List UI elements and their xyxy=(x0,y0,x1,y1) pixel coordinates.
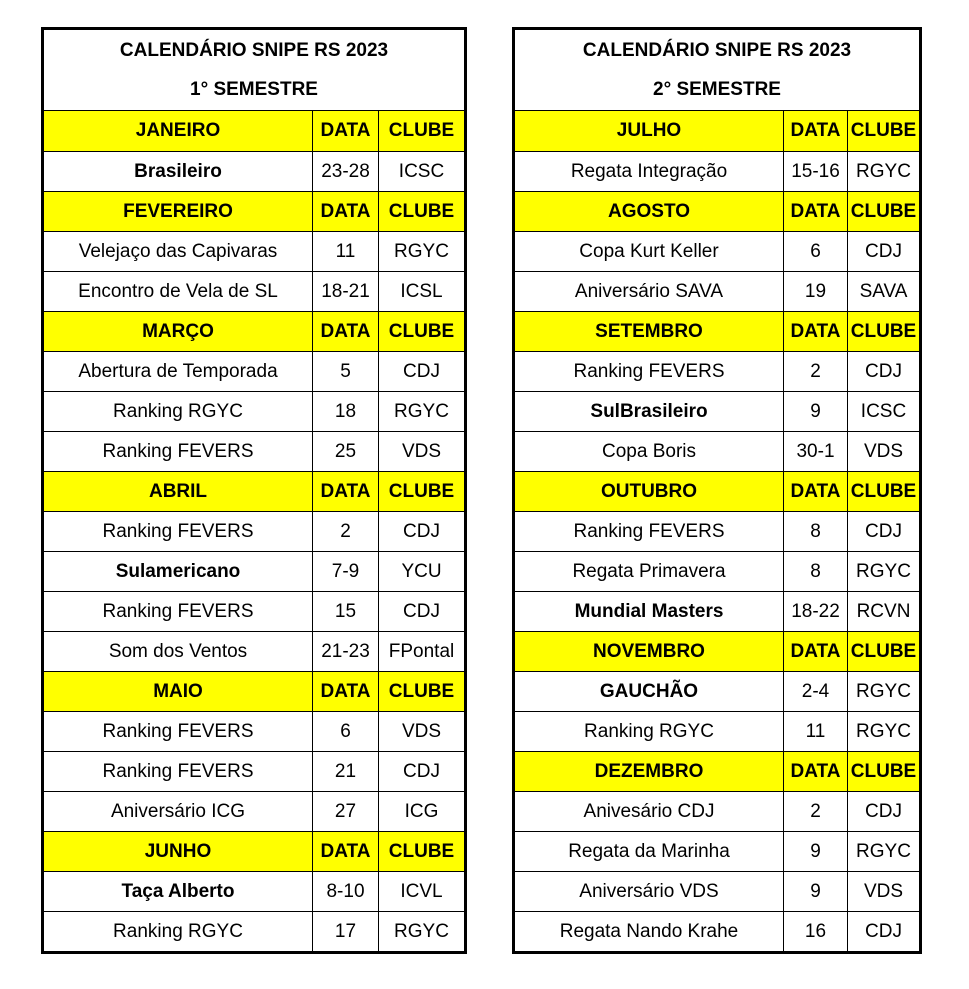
title-block xyxy=(515,30,919,111)
event-club: RGYC xyxy=(847,552,919,591)
event-date: 21 xyxy=(312,752,378,791)
event-date: 16 xyxy=(783,912,847,951)
date-column-header: DATA xyxy=(312,832,378,871)
month-name: MAIO xyxy=(44,672,312,711)
event-date: 18-22 xyxy=(783,592,847,631)
event-row xyxy=(515,151,919,191)
event-name: Copa Boris xyxy=(602,440,696,462)
club-column-header: CLUBE xyxy=(378,192,464,231)
club-column-header: CLUBE xyxy=(847,312,919,351)
event-row xyxy=(44,591,464,631)
date-column-header: DATA xyxy=(783,111,847,151)
date-column-header: DATA xyxy=(783,312,847,351)
event-name: Aniversário SAVA xyxy=(574,280,724,302)
event-row xyxy=(44,871,464,911)
event-row xyxy=(44,271,464,311)
event-club: YCU xyxy=(378,552,464,591)
event-row xyxy=(515,231,919,271)
event-club: ICSC xyxy=(847,392,919,431)
club-column-header: CLUBE xyxy=(378,832,464,871)
event-row xyxy=(44,151,464,191)
month-header-row xyxy=(44,471,464,511)
event-row xyxy=(515,271,919,311)
event-club: ICVL xyxy=(378,872,464,911)
month-name: JUNHO xyxy=(44,832,312,871)
event-name: SulBrasileiro xyxy=(590,400,708,422)
event-name: GAUCHÃO xyxy=(599,680,699,702)
month-name: JANEIRO xyxy=(44,111,312,151)
month-name: FEVEREIRO xyxy=(44,192,312,231)
event-date: 8 xyxy=(783,512,847,551)
event-club: CDJ xyxy=(847,232,919,271)
event-club: CDJ xyxy=(378,592,464,631)
calendar-second-semester xyxy=(512,27,922,954)
event-row xyxy=(515,591,919,631)
event-date: 11 xyxy=(312,232,378,271)
month-header-row xyxy=(44,311,464,351)
event-name: Regata Nando Krahe xyxy=(559,920,739,942)
event-date: 23-28 xyxy=(312,152,378,191)
event-name: Sulamericano xyxy=(115,560,241,582)
event-date: 2-4 xyxy=(783,672,847,711)
event-row xyxy=(44,791,464,831)
month-header-row xyxy=(44,831,464,871)
month-name: NOVEMBRO xyxy=(515,632,783,671)
event-name: Regata da Marinha xyxy=(568,840,730,862)
month-name: ABRIL xyxy=(44,472,312,511)
event-club: FPontal xyxy=(378,632,464,671)
month-header-row xyxy=(515,751,919,791)
event-club: ICSL xyxy=(378,272,464,311)
date-column-header: DATA xyxy=(312,111,378,151)
month-name: AGOSTO xyxy=(515,192,783,231)
event-club: CDJ xyxy=(378,352,464,391)
event-date: 18 xyxy=(312,392,378,431)
event-name: Ranking RGYC xyxy=(584,720,714,742)
event-date: 15 xyxy=(312,592,378,631)
event-date: 21-23 xyxy=(312,632,378,671)
club-column-header: CLUBE xyxy=(847,111,919,151)
club-column-header: CLUBE xyxy=(378,672,464,711)
event-name: Copa Kurt Keller xyxy=(579,240,719,262)
date-column-header: DATA xyxy=(783,472,847,511)
event-club: CDJ xyxy=(378,512,464,551)
event-date: 19 xyxy=(783,272,847,311)
semester-label: 2° SEMESTRE xyxy=(653,79,781,100)
event-name: Aniversário VDS xyxy=(579,880,719,902)
event-row xyxy=(44,551,464,591)
month-name: JULHO xyxy=(515,111,783,151)
event-name: Som dos Ventos xyxy=(108,640,248,662)
event-date: 25 xyxy=(312,432,378,471)
month-header-row xyxy=(44,111,464,151)
event-date: 6 xyxy=(783,232,847,271)
event-row xyxy=(515,511,919,551)
event-club: RGYC xyxy=(378,912,464,951)
event-row xyxy=(44,911,464,951)
event-row xyxy=(44,631,464,671)
event-club: RCVN xyxy=(847,592,919,631)
date-column-header: DATA xyxy=(312,312,378,351)
event-row xyxy=(515,351,919,391)
month-name: SETEMBRO xyxy=(515,312,783,351)
event-date: 27 xyxy=(312,792,378,831)
event-club: RGYC xyxy=(847,672,919,711)
event-name: Velejaço das Capivaras xyxy=(78,240,278,262)
event-date: 7-9 xyxy=(312,552,378,591)
date-column-header: DATA xyxy=(783,192,847,231)
event-name: Ranking RGYC xyxy=(113,920,243,942)
month-header-row xyxy=(44,191,464,231)
club-column-header: CLUBE xyxy=(378,111,464,151)
calendar-title: CALENDÁRIO SNIPE RS 2023 xyxy=(119,40,389,61)
event-row xyxy=(515,391,919,431)
event-club: ICSC xyxy=(378,152,464,191)
event-name: Encontro de Vela de SL xyxy=(78,280,278,302)
month-header-row xyxy=(515,311,919,351)
event-row xyxy=(44,751,464,791)
event-row xyxy=(515,431,919,471)
date-column-header: DATA xyxy=(312,472,378,511)
event-date: 5 xyxy=(312,352,378,391)
event-date: 18-21 xyxy=(312,272,378,311)
club-column-header: CLUBE xyxy=(847,472,919,511)
event-date: 17 xyxy=(312,912,378,951)
event-name: Ranking FEVERS xyxy=(102,520,254,542)
event-name: Taça Alberto xyxy=(121,880,235,902)
event-name: Ranking FEVERS xyxy=(573,360,725,382)
title-block xyxy=(44,30,464,111)
month-header-row xyxy=(515,471,919,511)
event-row xyxy=(44,431,464,471)
event-club: VDS xyxy=(847,872,919,911)
event-club: RGYC xyxy=(847,152,919,191)
event-row xyxy=(515,831,919,871)
event-date: 9 xyxy=(783,832,847,871)
event-name: Abertura de Temporada xyxy=(78,360,278,382)
month-header-row xyxy=(44,671,464,711)
calendar-rows xyxy=(44,111,464,951)
event-row xyxy=(515,871,919,911)
event-row xyxy=(44,511,464,551)
event-name: Ranking FEVERS xyxy=(573,520,725,542)
event-name: Ranking FEVERS xyxy=(102,720,254,742)
event-date: 11 xyxy=(783,712,847,751)
event-row xyxy=(44,231,464,271)
event-club: CDJ xyxy=(847,912,919,951)
event-date: 30-1 xyxy=(783,432,847,471)
date-column-header: DATA xyxy=(312,672,378,711)
event-row xyxy=(515,671,919,711)
date-column-header: DATA xyxy=(312,192,378,231)
event-date: 15-16 xyxy=(783,152,847,191)
calendar-title: CALENDÁRIO SNIPE RS 2023 xyxy=(582,40,852,61)
club-column-header: CLUBE xyxy=(378,312,464,351)
event-club: VDS xyxy=(847,432,919,471)
event-date: 2 xyxy=(312,512,378,551)
month-name: DEZEMBRO xyxy=(515,752,783,791)
event-name: Ranking RGYC xyxy=(113,400,243,422)
event-club: VDS xyxy=(378,432,464,471)
date-column-header: DATA xyxy=(783,632,847,671)
event-name: Brasileiro xyxy=(134,160,222,182)
event-club: ICG xyxy=(378,792,464,831)
event-name: Anivesário CDJ xyxy=(583,800,715,822)
event-date: 8 xyxy=(783,552,847,591)
month-name: OUTUBRO xyxy=(515,472,783,511)
month-header-row xyxy=(515,191,919,231)
event-club: SAVA xyxy=(847,272,919,311)
event-date: 8-10 xyxy=(312,872,378,911)
event-club: VDS xyxy=(378,712,464,751)
calendar-rows xyxy=(515,111,919,951)
club-column-header: CLUBE xyxy=(378,472,464,511)
event-club: CDJ xyxy=(847,512,919,551)
month-name: MARÇO xyxy=(44,312,312,351)
event-date: 9 xyxy=(783,872,847,911)
event-club: RGYC xyxy=(847,712,919,751)
event-row xyxy=(515,911,919,951)
calendar-first-semester xyxy=(41,27,467,954)
event-name: Ranking FEVERS xyxy=(102,600,254,622)
event-club: RGYC xyxy=(378,392,464,431)
month-header-row xyxy=(515,111,919,151)
event-date: 6 xyxy=(312,712,378,751)
club-column-header: CLUBE xyxy=(847,752,919,791)
event-row xyxy=(515,551,919,591)
event-name: Ranking FEVERS xyxy=(102,760,254,782)
event-date: 2 xyxy=(783,352,847,391)
event-date: 9 xyxy=(783,392,847,431)
date-column-header: DATA xyxy=(783,752,847,791)
event-club: CDJ xyxy=(847,352,919,391)
event-club: CDJ xyxy=(378,752,464,791)
event-name: Regata Integração xyxy=(570,160,728,182)
event-club: RGYC xyxy=(847,832,919,871)
semester-label: 1° SEMESTRE xyxy=(190,79,318,100)
event-name: Ranking FEVERS xyxy=(102,440,254,462)
event-row xyxy=(44,391,464,431)
event-row xyxy=(44,711,464,751)
event-name: Mundial Masters xyxy=(574,600,724,622)
event-row xyxy=(515,711,919,751)
event-row xyxy=(515,791,919,831)
club-column-header: CLUBE xyxy=(847,192,919,231)
month-header-row xyxy=(515,631,919,671)
event-club: CDJ xyxy=(847,792,919,831)
event-name: Aniversário ICG xyxy=(110,800,246,822)
event-name: Regata Primavera xyxy=(572,560,726,582)
event-date: 2 xyxy=(783,792,847,831)
event-row xyxy=(44,351,464,391)
event-club: RGYC xyxy=(378,232,464,271)
club-column-header: CLUBE xyxy=(847,632,919,671)
